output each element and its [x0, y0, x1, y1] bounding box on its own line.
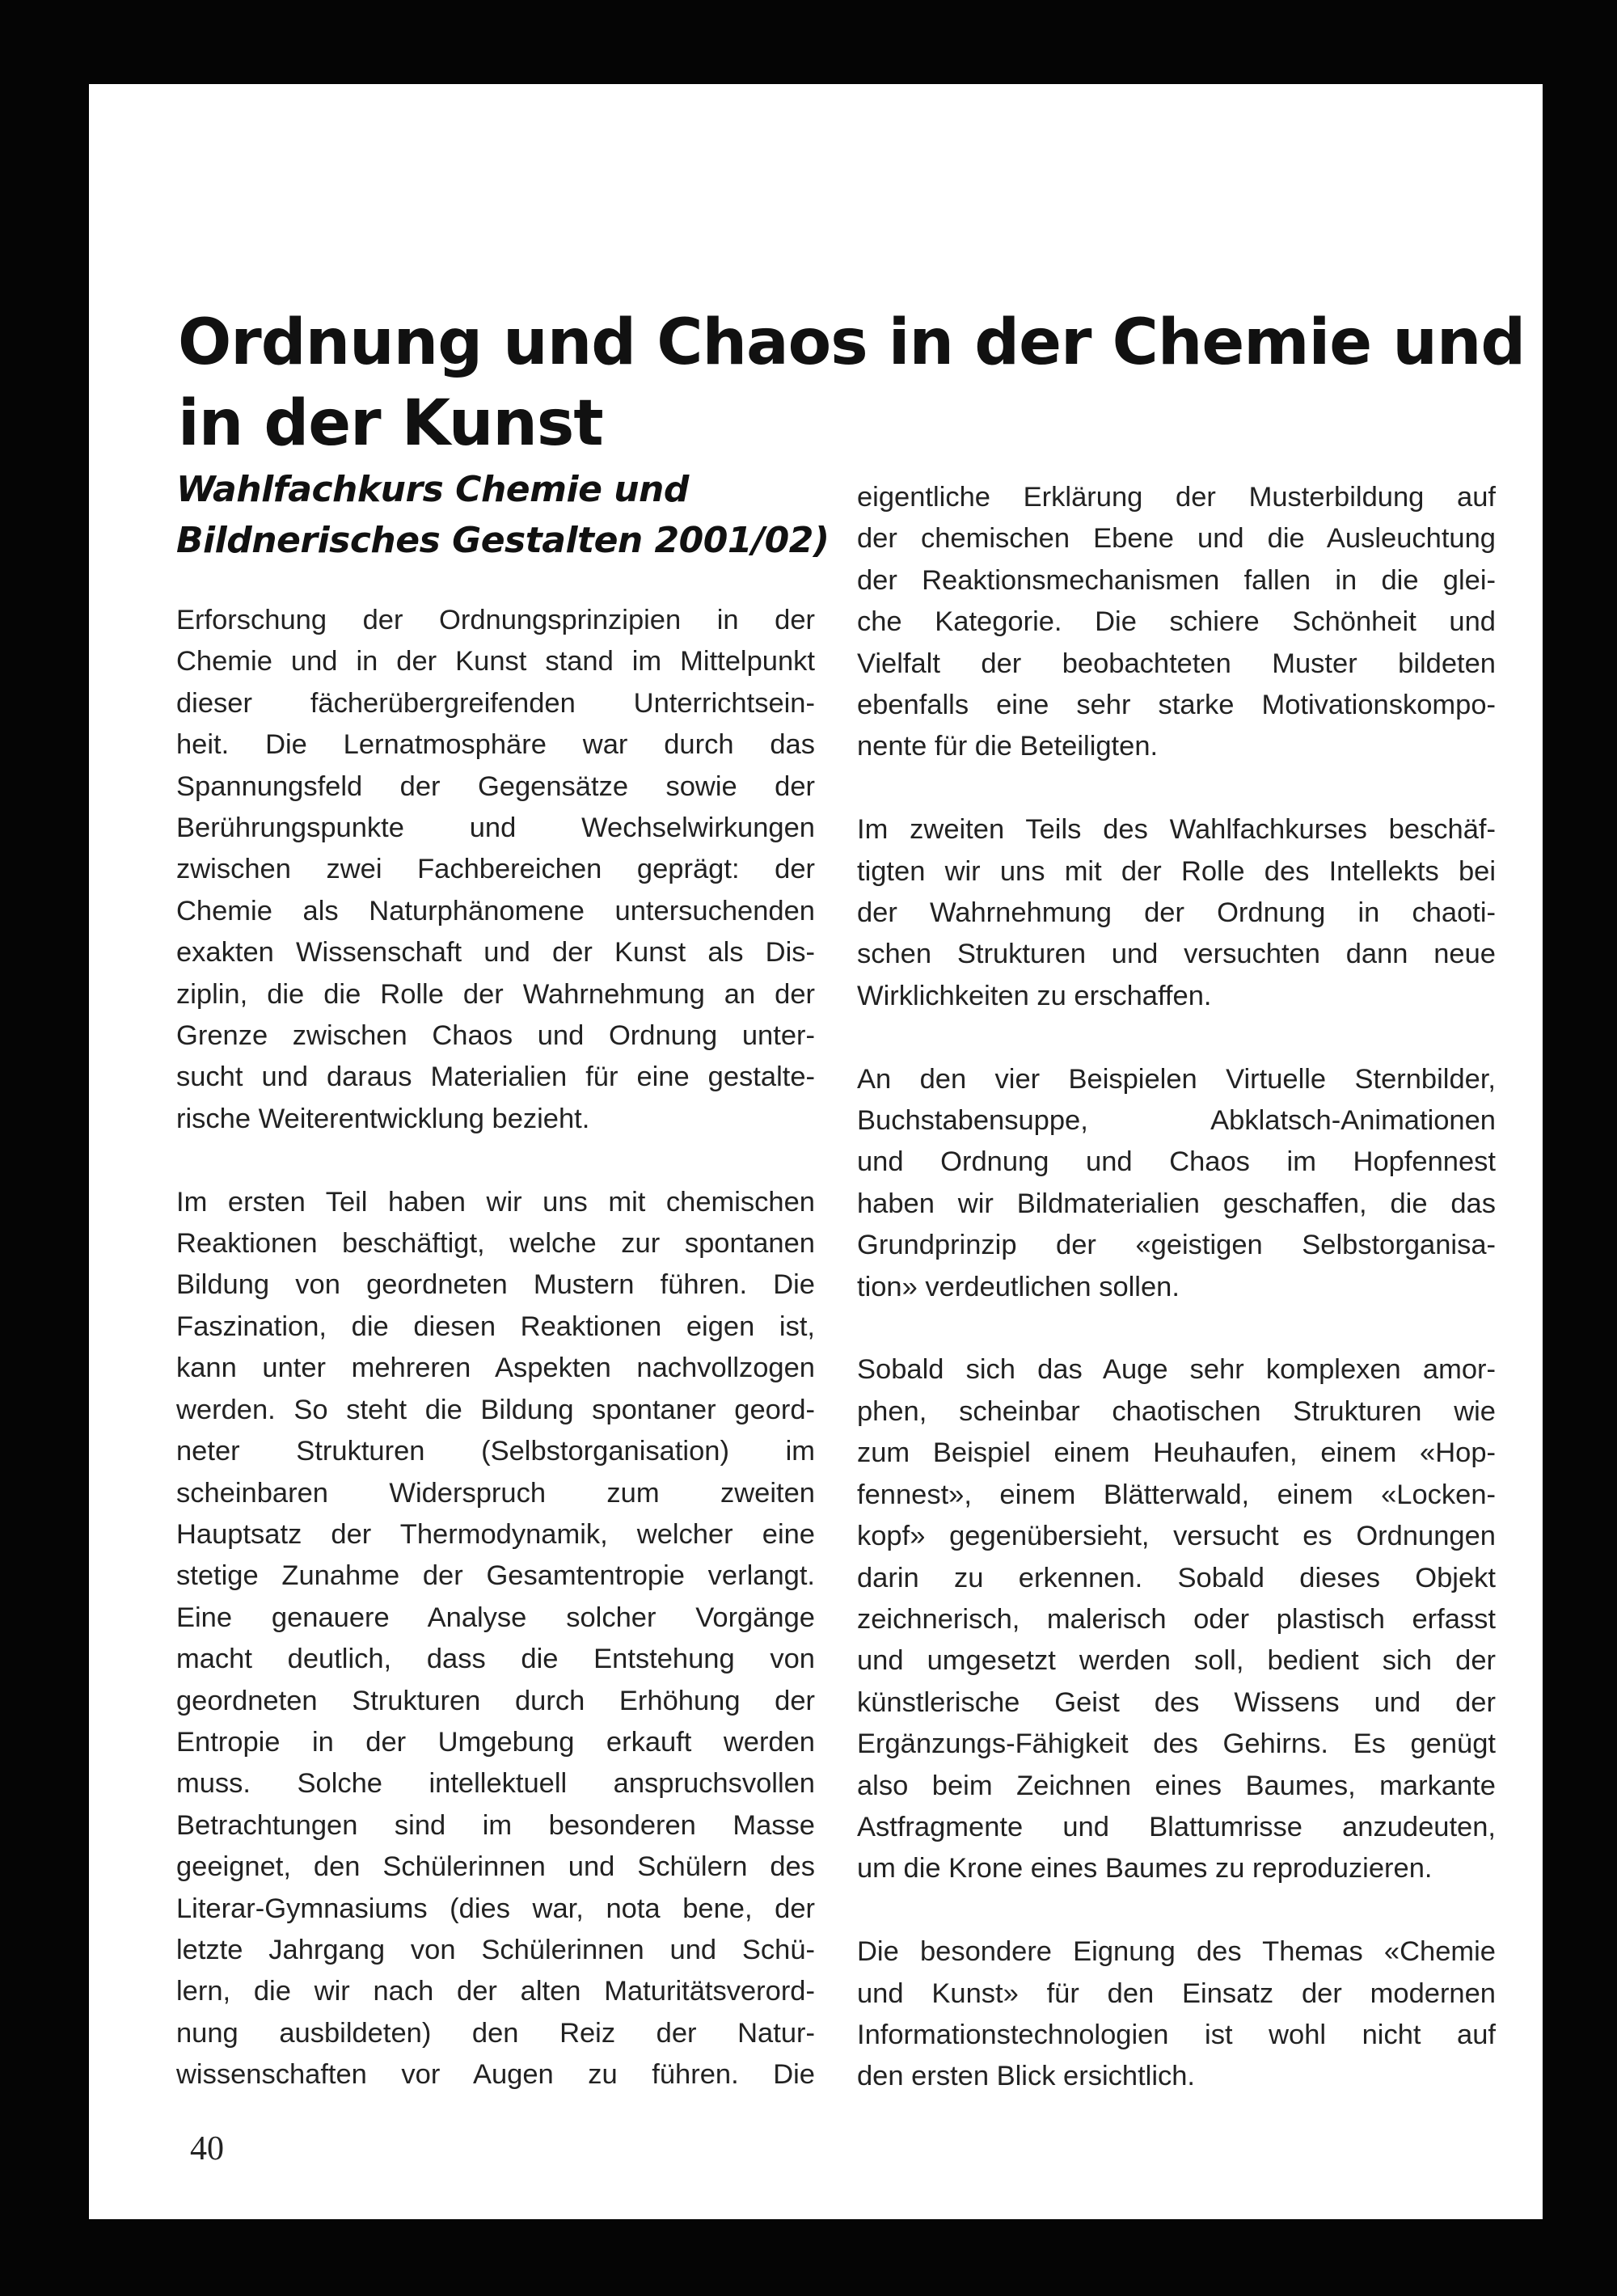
text-line: An den vier Beispielen Virtuelle Sternbilder, [857, 1063, 1496, 1095]
paragraph [857, 1059, 1496, 1308]
text-line: dieser fächerübergreifenden Unterrichtsein- [176, 687, 815, 719]
title-line: Ordnung und Chaos in der Chemie und [178, 306, 1526, 379]
document-page [89, 84, 1543, 2219]
text-line: nung ausbildeten) den Reiz der Natur- [176, 2017, 815, 2049]
text-line: ziplin, die die Rolle der Wahrnehmung an der [176, 978, 815, 1010]
text-line: Spannungsfeld der Gegensätze sowie der [176, 770, 815, 802]
text-line: muss. Solche intellektuell anspruchsvollen [176, 1768, 815, 1800]
article-title [178, 302, 1525, 464]
text-line: künstlerische Geist des Wissens und der [857, 1686, 1496, 1718]
text-line: wissenschaften vor Augen zu führen. Die [176, 2059, 815, 2091]
text-line: ebenfalls eine sehr starke Motivationskompo- [857, 690, 1496, 721]
text-line: Sobald sich das Auge sehr komplexen amor- [857, 1354, 1496, 1386]
text-line: um die Krone eines Baumes zu reproduzieren. [857, 1853, 1433, 1884]
text-line: Wirklichkeiten zu erschaffen. [857, 980, 1212, 1011]
text-line: heit. Die Lernatmosphäre war durch das [176, 729, 815, 761]
text-line: Betrachtungen sind im besonderen Masse [176, 1809, 815, 1841]
text-line: neter Strukturen (Selbstorganisation) im [176, 1436, 815, 1467]
subtitle-line: Wahlfachkurs Chemie und [176, 469, 689, 510]
text-line: Informationstechnologien ist wohl nicht auf [857, 2019, 1496, 2050]
subtitle-line: Bildnerisches Gestalten 2001/02) [176, 520, 830, 561]
text-line: zwischen zwei Fachbereichen geprägt: der [176, 854, 815, 885]
text-line: exakten Wissenschaft und der Kunst als Dis- [176, 937, 815, 969]
text-line: also beim Zeichnen eines Baumes, markante [857, 1770, 1496, 1801]
text-line: phen, scheinbar chaotischen Strukturen wie [857, 1395, 1496, 1427]
page-number: 40 [190, 2130, 224, 2167]
text-line: darin zu erkennen. Sobald dieses Objekt [857, 1562, 1496, 1593]
text-line: sucht und daraus Materialien für eine gestalte- [176, 1061, 815, 1093]
text-line: schen Strukturen und versuchten dann neue [857, 939, 1496, 970]
text-line: rische Weiterentwicklung bezieht. [176, 1103, 590, 1134]
text-line: tion» verdeutlichen sollen. [857, 1271, 1180, 1302]
text-line: Literar-Gymnasiums (dies war, nota bene, der [176, 1893, 815, 1924]
text-line: der chemischen Ebene und die Ausleuchtung [857, 523, 1496, 555]
text-line: zum Beispiel einem Heuhaufen, einem «Hop- [857, 1437, 1496, 1469]
text-line: der Wahrnehmung der Ordnung in chaoti- [857, 897, 1496, 929]
text-line: macht deutlich, dass die Entstehung von [176, 1644, 815, 1675]
text-line: haben wir Bildmaterialien geschaffen, die das [857, 1188, 1496, 1219]
text-line: Die besondere Eignung des Themas «Chemie [857, 1936, 1496, 1968]
text-line: lern, die wir nach der alten Maturitätsverord- [176, 1976, 815, 2007]
text-line: scheinbaren Widerspruch zum zweiten [176, 1477, 815, 1509]
text-line: Astfragmente und Blattumrisse anzudeuten, [857, 1811, 1496, 1842]
text-line: tigten wir uns mit der Rolle des Intellekts bei [857, 855, 1496, 887]
text-line: Faszination, die diesen Reaktionen eigen ist, [176, 1310, 815, 1342]
text-line: Im ersten Teil haben wir uns mit chemischen [176, 1186, 815, 1218]
text-line: Im zweiten Teils des Wahlfachkurses beschäf- [857, 814, 1496, 846]
text-line: Eine genauere Analyse solcher Vorgänge [176, 1602, 815, 1633]
text-line: Vielfalt der beobachteten Muster bildeten [857, 648, 1496, 679]
text-line: und umgesetzt werden soll, bedient sich der [857, 1645, 1496, 1677]
text-line: letzte Jahrgang von Schülerinnen und Schü- [176, 1934, 815, 1965]
paragraph [857, 1349, 1496, 1889]
left-text-column [176, 600, 815, 2138]
text-line: der Reaktionsmechanismen fallen in die glei- [857, 564, 1496, 596]
text-line: stetige Zunahme der Gesamtentropie verlangt. [176, 1560, 815, 1592]
text-line: und Kunst» für den Einsatz der modernen [857, 1977, 1496, 2009]
text-line: Buchstabensuppe, Abklatsch-Animationen [857, 1105, 1496, 1137]
text-line: Hauptsatz der Thermodynamik, welcher eine [176, 1518, 815, 1550]
text-line: nente für die Beteiligten. [857, 731, 1159, 762]
text-line: Entropie in der Umgebung erkauft werden [176, 1726, 815, 1758]
paragraph [857, 809, 1496, 1017]
text-line: kann unter mehreren Aspekten nachvollzogen [176, 1353, 815, 1384]
text-line: eigentliche Erklärung der Musterbildung auf [857, 482, 1496, 513]
text-line: Chemie und in der Kunst stand im Mittelpunkt [176, 646, 815, 677]
text-line: Erforschung der Ordnungsprinzipien in der [176, 605, 815, 635]
paragraph [176, 600, 815, 1140]
text-line: che Kategorie. Die schiere Schönheit und [857, 606, 1496, 638]
paragraph [857, 477, 1496, 768]
paragraph [176, 1182, 815, 2096]
text-line: den ersten Blick ersichtlich. [857, 2061, 1196, 2092]
text-line: fennest», einem Blätterwald, einem «Locken- [857, 1479, 1496, 1510]
text-line: werden. So steht die Bildung spontaner geord- [176, 1394, 815, 1425]
text-line: geordneten Strukturen durch Erhöhung der [176, 1685, 815, 1716]
text-line: und Ordnung und Chaos im Hopfennest [857, 1146, 1496, 1178]
text-line: Berührungspunkte und Wechselwirkungen [176, 812, 815, 844]
right-text-column [857, 477, 1496, 2139]
article-subtitle [176, 464, 829, 566]
text-line: Bildung von geordneten Mustern führen. Die [176, 1269, 815, 1301]
title-line: in der Kunst [178, 387, 603, 460]
text-line: zeichnerisch, malerisch oder plastisch erfasst [857, 1603, 1496, 1635]
text-line: Grundprinzip der «geistigen Selbstorganisa- [857, 1230, 1496, 1261]
text-line: Grenze zwischen Chaos und Ordnung unter- [176, 1020, 815, 1052]
paragraph [857, 1931, 1496, 2098]
text-line: Ergänzungs-Fähigkeit des Gehirns. Es genügt [857, 1728, 1496, 1760]
text-line: Reaktionen beschäftigt, welche zur spontanen [176, 1228, 815, 1260]
text-line: Chemie als Naturphänomene untersuchenden [176, 895, 815, 926]
text-line: geeignet, den Schülerinnen und Schülern des [176, 1851, 815, 1883]
text-line: kopf» gegenübersieht, versucht es Ordnungen [857, 1521, 1496, 1552]
